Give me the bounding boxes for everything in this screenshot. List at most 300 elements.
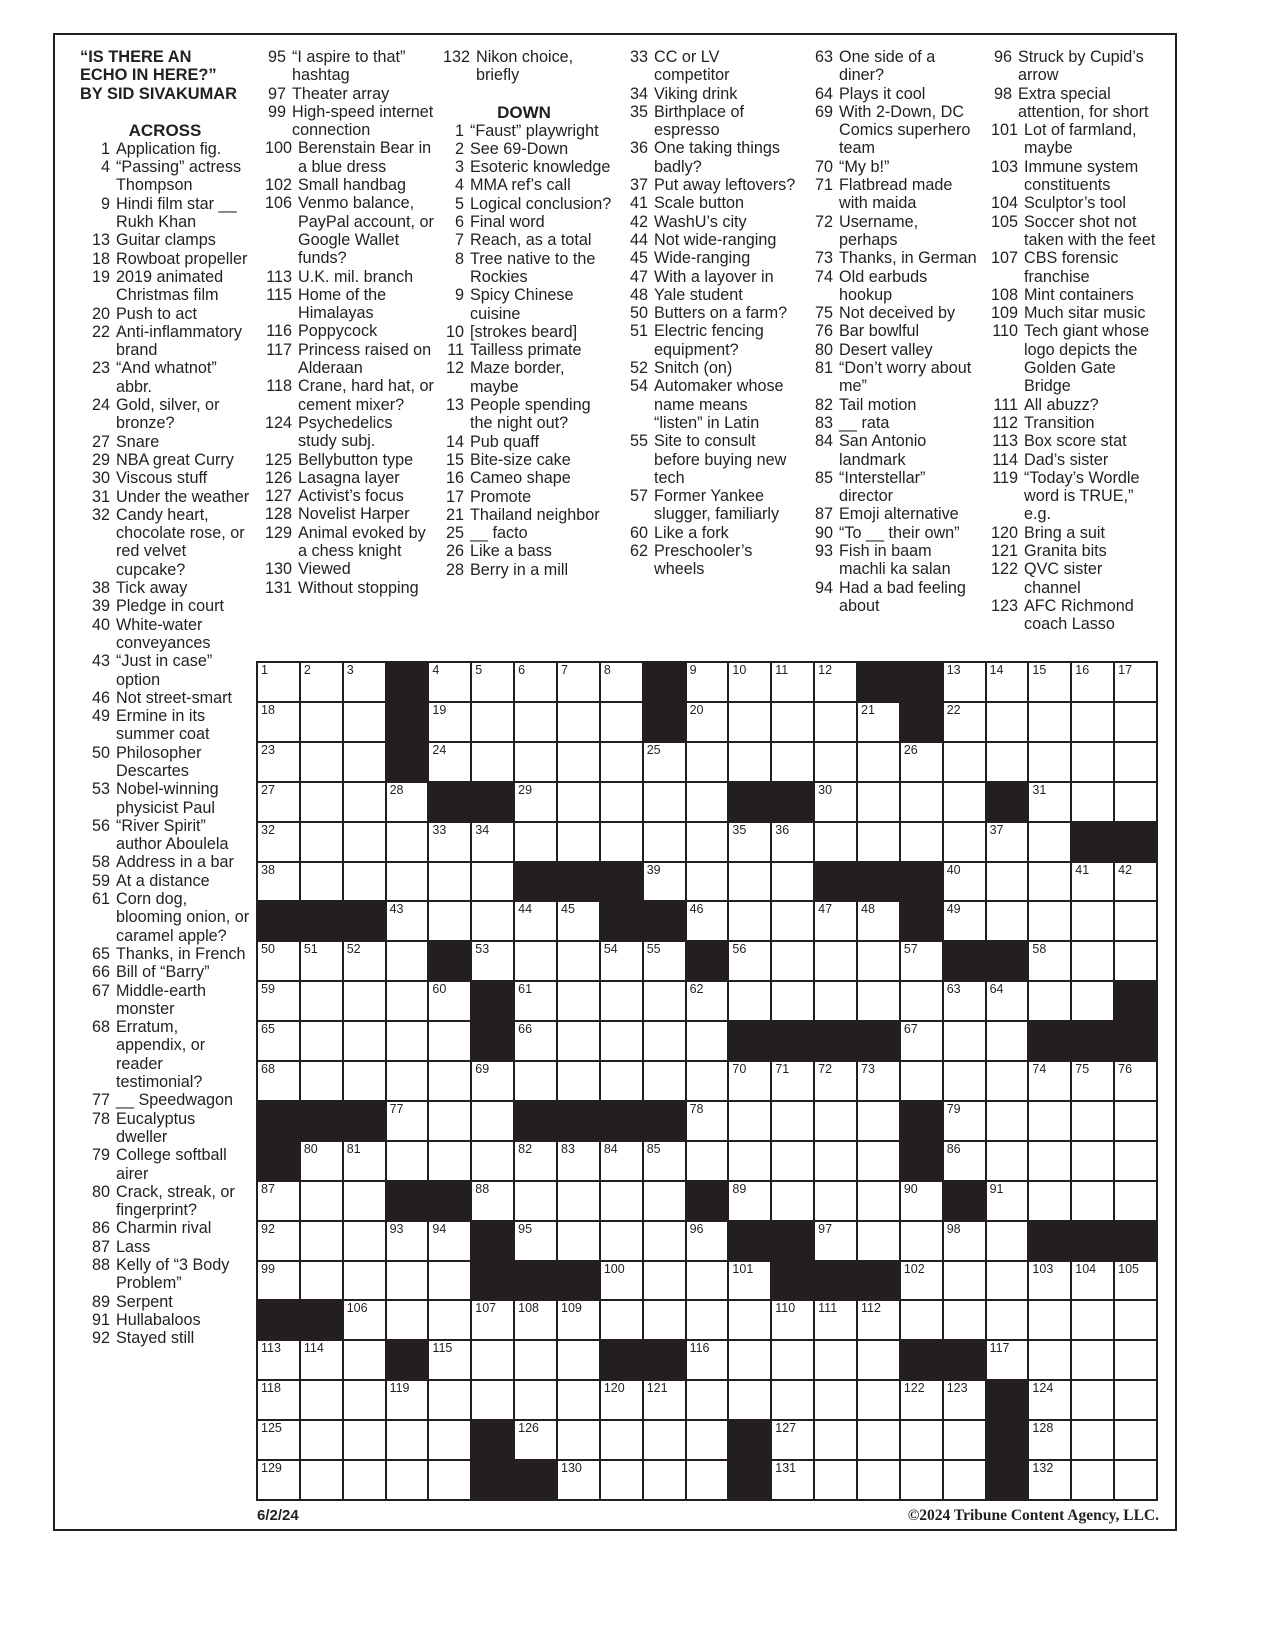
grid-cell[interactable] bbox=[472, 1062, 513, 1100]
grid-cell[interactable] bbox=[1072, 1421, 1113, 1459]
grid-cell[interactable] bbox=[301, 1222, 342, 1260]
down-clue[interactable] bbox=[803, 542, 981, 579]
down-clue[interactable] bbox=[618, 85, 798, 103]
grid-cell[interactable] bbox=[901, 743, 942, 781]
across-clue[interactable] bbox=[256, 451, 434, 469]
down-clue[interactable] bbox=[982, 524, 1162, 542]
grid-cell[interactable] bbox=[258, 1062, 299, 1100]
grid-cell[interactable] bbox=[772, 1102, 813, 1140]
grid-cell[interactable] bbox=[901, 1421, 942, 1459]
grid-cell[interactable] bbox=[344, 743, 385, 781]
down-clue[interactable] bbox=[803, 579, 981, 616]
across-clue[interactable] bbox=[80, 1329, 250, 1347]
across-clue[interactable] bbox=[80, 1146, 250, 1183]
grid-cell[interactable] bbox=[515, 942, 556, 980]
grid-cell[interactable] bbox=[515, 1182, 556, 1220]
down-clue[interactable] bbox=[803, 396, 981, 414]
across-clue[interactable] bbox=[80, 1293, 250, 1311]
grid-cell[interactable] bbox=[387, 1062, 428, 1100]
grid-cell[interactable] bbox=[387, 1301, 428, 1339]
grid-cell[interactable] bbox=[601, 1142, 642, 1180]
grid-cell[interactable] bbox=[558, 823, 599, 861]
grid-cell[interactable] bbox=[1029, 1182, 1070, 1220]
grid-cell[interactable] bbox=[558, 1222, 599, 1260]
grid-cell[interactable] bbox=[687, 823, 728, 861]
grid-cell[interactable] bbox=[601, 823, 642, 861]
grid-cell[interactable] bbox=[429, 863, 470, 901]
grid-cell[interactable] bbox=[558, 942, 599, 980]
grid-cell[interactable] bbox=[515, 663, 556, 701]
grid-cell[interactable] bbox=[1115, 863, 1156, 901]
grid-cell[interactable] bbox=[901, 942, 942, 980]
across-clue[interactable] bbox=[80, 1311, 250, 1329]
grid-cell[interactable] bbox=[387, 942, 428, 980]
grid-cell[interactable] bbox=[901, 1022, 942, 1060]
grid-cell[interactable] bbox=[1115, 942, 1156, 980]
grid-cell[interactable] bbox=[387, 902, 428, 940]
grid-cell[interactable] bbox=[729, 1142, 770, 1180]
grid-cell[interactable] bbox=[944, 1381, 985, 1419]
grid-cell[interactable] bbox=[472, 1102, 513, 1140]
grid-cell[interactable] bbox=[1115, 1062, 1156, 1100]
grid-cell[interactable] bbox=[1115, 1142, 1156, 1180]
down-clue[interactable] bbox=[803, 414, 981, 432]
grid-cell[interactable] bbox=[558, 663, 599, 701]
down-clue[interactable] bbox=[618, 487, 798, 524]
grid-cell[interactable] bbox=[601, 703, 642, 741]
grid-cell[interactable] bbox=[644, 823, 685, 861]
grid-cell[interactable] bbox=[644, 1062, 685, 1100]
down-clue[interactable] bbox=[618, 194, 798, 212]
down-clue[interactable] bbox=[803, 103, 981, 158]
across-clue[interactable] bbox=[256, 176, 434, 194]
grid-cell[interactable] bbox=[644, 982, 685, 1020]
grid-cell[interactable] bbox=[944, 783, 985, 821]
grid-cell[interactable] bbox=[772, 1381, 813, 1419]
across-clue[interactable] bbox=[80, 689, 250, 707]
grid-cell[interactable] bbox=[601, 783, 642, 821]
across-clue[interactable] bbox=[256, 103, 434, 140]
grid-cell[interactable] bbox=[1115, 1381, 1156, 1419]
grid-cell[interactable] bbox=[687, 783, 728, 821]
across-clue[interactable] bbox=[256, 194, 434, 267]
grid-cell[interactable] bbox=[901, 1301, 942, 1339]
down-clue[interactable] bbox=[618, 139, 798, 176]
across-clue[interactable] bbox=[80, 469, 250, 487]
across-clue[interactable] bbox=[80, 359, 250, 396]
grid-cell[interactable] bbox=[558, 1301, 599, 1339]
down-clue[interactable] bbox=[803, 48, 981, 85]
grid-cell[interactable] bbox=[729, 743, 770, 781]
down-clue[interactable] bbox=[434, 359, 614, 396]
across-clue[interactable] bbox=[256, 414, 434, 451]
down-clue[interactable] bbox=[618, 304, 798, 322]
grid-cell[interactable] bbox=[601, 1262, 642, 1300]
down-clue[interactable] bbox=[618, 377, 798, 432]
grid-cell[interactable] bbox=[558, 783, 599, 821]
across-clue[interactable] bbox=[80, 451, 250, 469]
grid-cell[interactable] bbox=[815, 982, 856, 1020]
grid-cell[interactable] bbox=[987, 703, 1028, 741]
grid-cell[interactable] bbox=[987, 743, 1028, 781]
grid-cell[interactable] bbox=[772, 1461, 813, 1499]
down-clue[interactable] bbox=[982, 85, 1162, 122]
grid-cell[interactable] bbox=[387, 1102, 428, 1140]
grid-cell[interactable] bbox=[1072, 1301, 1113, 1339]
grid-cell[interactable] bbox=[515, 982, 556, 1020]
grid-cell[interactable] bbox=[387, 1461, 428, 1499]
down-clue[interactable] bbox=[982, 121, 1162, 158]
grid-cell[interactable] bbox=[344, 1182, 385, 1220]
grid-cell[interactable] bbox=[601, 1182, 642, 1220]
grid-cell[interactable] bbox=[858, 1222, 899, 1260]
grid-cell[interactable] bbox=[858, 1301, 899, 1339]
grid-cell[interactable] bbox=[429, 1142, 470, 1180]
grid-cell[interactable] bbox=[258, 1022, 299, 1060]
across-clue[interactable] bbox=[80, 853, 250, 871]
grid-cell[interactable] bbox=[429, 823, 470, 861]
down-clue[interactable] bbox=[982, 249, 1162, 286]
across-clue[interactable] bbox=[80, 744, 250, 781]
down-clue[interactable] bbox=[434, 158, 614, 176]
grid-cell[interactable] bbox=[944, 1421, 985, 1459]
across-clue[interactable] bbox=[80, 890, 250, 945]
grid-cell[interactable] bbox=[1072, 1381, 1113, 1419]
down-clue[interactable] bbox=[434, 195, 614, 213]
grid-cell[interactable] bbox=[387, 1262, 428, 1300]
grid-cell[interactable] bbox=[987, 1182, 1028, 1220]
grid-cell[interactable] bbox=[944, 863, 985, 901]
grid-cell[interactable] bbox=[1072, 1062, 1113, 1100]
grid-cell[interactable] bbox=[772, 1341, 813, 1379]
grid-cell[interactable] bbox=[1029, 1461, 1070, 1499]
grid-cell[interactable] bbox=[644, 1022, 685, 1060]
grid-cell[interactable] bbox=[815, 1381, 856, 1419]
grid-cell[interactable] bbox=[944, 663, 985, 701]
grid-cell[interactable] bbox=[815, 703, 856, 741]
down-clue[interactable] bbox=[803, 268, 981, 305]
down-clue[interactable] bbox=[618, 48, 798, 85]
grid-cell[interactable] bbox=[687, 1062, 728, 1100]
grid-cell[interactable] bbox=[344, 703, 385, 741]
grid-cell[interactable] bbox=[687, 1102, 728, 1140]
grid-cell[interactable] bbox=[858, 1421, 899, 1459]
down-clue[interactable] bbox=[618, 359, 798, 377]
across-clue[interactable] bbox=[80, 231, 250, 249]
grid-cell[interactable] bbox=[944, 1062, 985, 1100]
grid-cell[interactable] bbox=[1072, 1102, 1113, 1140]
grid-cell[interactable] bbox=[601, 942, 642, 980]
grid-cell[interactable] bbox=[601, 1381, 642, 1419]
grid-cell[interactable] bbox=[515, 1381, 556, 1419]
grid-cell[interactable] bbox=[344, 1301, 385, 1339]
grid-cell[interactable] bbox=[1115, 902, 1156, 940]
grid-cell[interactable] bbox=[515, 703, 556, 741]
across-clue[interactable] bbox=[80, 982, 250, 1019]
grid-cell[interactable] bbox=[687, 703, 728, 741]
across-clue[interactable] bbox=[80, 433, 250, 451]
down-clue[interactable] bbox=[803, 359, 981, 396]
grid-cell[interactable] bbox=[1029, 1142, 1070, 1180]
grid-cell[interactable] bbox=[387, 1381, 428, 1419]
across-clue[interactable] bbox=[80, 652, 250, 689]
grid-cell[interactable] bbox=[644, 743, 685, 781]
down-clue[interactable] bbox=[982, 451, 1162, 469]
grid-cell[interactable] bbox=[301, 743, 342, 781]
grid-cell[interactable] bbox=[472, 1182, 513, 1220]
grid-cell[interactable] bbox=[258, 1341, 299, 1379]
down-clue[interactable] bbox=[434, 286, 614, 323]
grid-cell[interactable] bbox=[1115, 1341, 1156, 1379]
grid-cell[interactable] bbox=[687, 1341, 728, 1379]
grid-cell[interactable] bbox=[644, 1182, 685, 1220]
grid-cell[interactable] bbox=[772, 1421, 813, 1459]
grid-cell[interactable] bbox=[772, 1062, 813, 1100]
grid-cell[interactable] bbox=[344, 1381, 385, 1419]
grid-cell[interactable] bbox=[987, 1222, 1028, 1260]
grid-cell[interactable] bbox=[815, 1301, 856, 1339]
grid-cell[interactable] bbox=[1115, 783, 1156, 821]
grid-cell[interactable] bbox=[301, 1381, 342, 1419]
grid-cell[interactable] bbox=[558, 1341, 599, 1379]
grid-cell[interactable] bbox=[858, 942, 899, 980]
grid-cell[interactable] bbox=[944, 1022, 985, 1060]
grid-cell[interactable] bbox=[301, 1421, 342, 1459]
grid-cell[interactable] bbox=[687, 1301, 728, 1339]
grid-cell[interactable] bbox=[687, 1022, 728, 1060]
grid-cell[interactable] bbox=[301, 942, 342, 980]
grid-cell[interactable] bbox=[987, 1062, 1028, 1100]
grid-cell[interactable] bbox=[258, 1461, 299, 1499]
across-clue[interactable] bbox=[80, 1183, 250, 1220]
grid-cell[interactable] bbox=[815, 902, 856, 940]
grid-cell[interactable] bbox=[944, 703, 985, 741]
grid-cell[interactable] bbox=[772, 703, 813, 741]
down-clue[interactable] bbox=[434, 140, 614, 158]
grid-cell[interactable] bbox=[558, 1421, 599, 1459]
grid-cell[interactable] bbox=[558, 1182, 599, 1220]
grid-cell[interactable] bbox=[429, 1341, 470, 1379]
grid-cell[interactable] bbox=[772, 1301, 813, 1339]
grid-cell[interactable] bbox=[344, 663, 385, 701]
across-clue[interactable] bbox=[434, 48, 614, 85]
grid-cell[interactable] bbox=[987, 1341, 1028, 1379]
down-clue[interactable] bbox=[982, 194, 1162, 212]
grid-cell[interactable] bbox=[815, 1461, 856, 1499]
grid-cell[interactable] bbox=[1029, 1262, 1070, 1300]
down-clue[interactable] bbox=[434, 122, 614, 140]
down-clue[interactable] bbox=[982, 158, 1162, 195]
down-clue[interactable] bbox=[982, 304, 1162, 322]
grid-cell[interactable] bbox=[1029, 1062, 1070, 1100]
grid-cell[interactable] bbox=[944, 1102, 985, 1140]
grid-cell[interactable] bbox=[472, 902, 513, 940]
grid-cell[interactable] bbox=[1029, 703, 1070, 741]
grid-cell[interactable] bbox=[601, 743, 642, 781]
grid-cell[interactable] bbox=[429, 703, 470, 741]
grid-cell[interactable] bbox=[901, 982, 942, 1020]
grid-cell[interactable] bbox=[1072, 1461, 1113, 1499]
grid-cell[interactable] bbox=[644, 942, 685, 980]
grid-cell[interactable] bbox=[558, 1381, 599, 1419]
grid-cell[interactable] bbox=[301, 982, 342, 1020]
grid-cell[interactable] bbox=[258, 1182, 299, 1220]
down-clue[interactable] bbox=[803, 322, 981, 340]
grid-cell[interactable] bbox=[258, 783, 299, 821]
grid-cell[interactable] bbox=[858, 902, 899, 940]
down-clue[interactable] bbox=[434, 341, 614, 359]
grid-cell[interactable] bbox=[558, 902, 599, 940]
grid-cell[interactable] bbox=[644, 1421, 685, 1459]
grid-cell[interactable] bbox=[644, 1262, 685, 1300]
down-clue[interactable] bbox=[803, 213, 981, 250]
across-clue[interactable] bbox=[80, 945, 250, 963]
grid-cell[interactable] bbox=[815, 1062, 856, 1100]
down-clue[interactable] bbox=[434, 250, 614, 287]
across-clue[interactable] bbox=[256, 85, 434, 103]
grid-cell[interactable] bbox=[687, 1222, 728, 1260]
grid-cell[interactable] bbox=[472, 1142, 513, 1180]
grid-cell[interactable] bbox=[687, 1461, 728, 1499]
grid-cell[interactable] bbox=[687, 982, 728, 1020]
grid-cell[interactable] bbox=[515, 1062, 556, 1100]
grid-cell[interactable] bbox=[687, 902, 728, 940]
grid-cell[interactable] bbox=[815, 942, 856, 980]
grid-cell[interactable] bbox=[258, 1421, 299, 1459]
grid-cell[interactable] bbox=[944, 1461, 985, 1499]
grid-cell[interactable] bbox=[301, 703, 342, 741]
grid-cell[interactable] bbox=[687, 1262, 728, 1300]
grid-cell[interactable] bbox=[815, 823, 856, 861]
grid-cell[interactable] bbox=[1115, 743, 1156, 781]
down-clue[interactable] bbox=[803, 249, 981, 267]
grid-cell[interactable] bbox=[344, 1222, 385, 1260]
grid-cell[interactable] bbox=[429, 1301, 470, 1339]
grid-cell[interactable] bbox=[1029, 743, 1070, 781]
across-clue[interactable] bbox=[256, 579, 434, 597]
grid-cell[interactable] bbox=[944, 1301, 985, 1339]
grid-cell[interactable] bbox=[301, 1262, 342, 1300]
grid-cell[interactable] bbox=[1029, 902, 1070, 940]
grid-cell[interactable] bbox=[858, 1182, 899, 1220]
grid-cell[interactable] bbox=[429, 1222, 470, 1260]
grid-cell[interactable] bbox=[344, 1062, 385, 1100]
grid-cell[interactable] bbox=[472, 743, 513, 781]
grid-cell[interactable] bbox=[858, 1461, 899, 1499]
across-clue[interactable] bbox=[80, 963, 250, 981]
grid-cell[interactable] bbox=[472, 863, 513, 901]
grid-cell[interactable] bbox=[858, 703, 899, 741]
across-clue[interactable] bbox=[80, 597, 250, 615]
down-clue[interactable] bbox=[982, 322, 1162, 395]
across-clue[interactable] bbox=[80, 158, 250, 195]
grid-cell[interactable] bbox=[515, 1022, 556, 1060]
grid-cell[interactable] bbox=[387, 823, 428, 861]
grid-cell[interactable] bbox=[901, 1461, 942, 1499]
across-clue[interactable] bbox=[256, 469, 434, 487]
grid-cell[interactable] bbox=[1072, 663, 1113, 701]
down-clue[interactable] bbox=[803, 158, 981, 176]
grid-cell[interactable] bbox=[258, 743, 299, 781]
grid-cell[interactable] bbox=[515, 743, 556, 781]
down-clue[interactable] bbox=[434, 524, 614, 542]
grid-cell[interactable] bbox=[987, 863, 1028, 901]
grid-cell[interactable] bbox=[558, 743, 599, 781]
grid-cell[interactable] bbox=[815, 1341, 856, 1379]
grid-cell[interactable] bbox=[729, 1262, 770, 1300]
grid-cell[interactable] bbox=[1072, 1142, 1113, 1180]
across-clue[interactable] bbox=[80, 268, 250, 305]
grid-cell[interactable] bbox=[772, 982, 813, 1020]
grid-cell[interactable] bbox=[644, 863, 685, 901]
grid-cell[interactable] bbox=[987, 663, 1028, 701]
grid-cell[interactable] bbox=[1115, 1262, 1156, 1300]
down-clue[interactable] bbox=[618, 268, 798, 286]
grid-cell[interactable] bbox=[815, 783, 856, 821]
grid-cell[interactable] bbox=[387, 1022, 428, 1060]
down-clue[interactable] bbox=[434, 433, 614, 451]
grid-cell[interactable] bbox=[901, 1381, 942, 1419]
grid-cell[interactable] bbox=[387, 1421, 428, 1459]
grid-cell[interactable] bbox=[1072, 982, 1113, 1020]
grid-cell[interactable] bbox=[901, 1062, 942, 1100]
grid-cell[interactable] bbox=[601, 1222, 642, 1260]
across-clue[interactable] bbox=[80, 250, 250, 268]
grid-cell[interactable] bbox=[472, 703, 513, 741]
grid-cell[interactable] bbox=[515, 902, 556, 940]
grid-cell[interactable] bbox=[858, 783, 899, 821]
across-clue[interactable] bbox=[80, 579, 250, 597]
grid-cell[interactable] bbox=[515, 1142, 556, 1180]
grid-cell[interactable] bbox=[1072, 1182, 1113, 1220]
grid-cell[interactable] bbox=[858, 743, 899, 781]
grid-cell[interactable] bbox=[1072, 743, 1113, 781]
grid-cell[interactable] bbox=[944, 1262, 985, 1300]
grid-cell[interactable] bbox=[515, 1421, 556, 1459]
grid-cell[interactable] bbox=[301, 1461, 342, 1499]
across-clue[interactable] bbox=[80, 872, 250, 890]
grid-cell[interactable] bbox=[1072, 902, 1113, 940]
grid-cell[interactable] bbox=[1072, 942, 1113, 980]
grid-cell[interactable] bbox=[687, 1421, 728, 1459]
grid-cell[interactable] bbox=[729, 1301, 770, 1339]
grid-cell[interactable] bbox=[987, 902, 1028, 940]
grid-cell[interactable] bbox=[729, 1062, 770, 1100]
down-clue[interactable] bbox=[803, 304, 981, 322]
grid-cell[interactable] bbox=[429, 1062, 470, 1100]
grid-cell[interactable] bbox=[429, 1381, 470, 1419]
grid-cell[interactable] bbox=[472, 1381, 513, 1419]
grid-cell[interactable] bbox=[429, 902, 470, 940]
down-clue[interactable] bbox=[982, 597, 1162, 634]
down-clue[interactable] bbox=[618, 249, 798, 267]
grid-cell[interactable] bbox=[1072, 863, 1113, 901]
down-clue[interactable] bbox=[803, 85, 981, 103]
down-clue[interactable] bbox=[803, 432, 981, 469]
grid-cell[interactable] bbox=[558, 1461, 599, 1499]
grid-cell[interactable] bbox=[687, 1142, 728, 1180]
across-clue[interactable] bbox=[80, 506, 250, 579]
grid-cell[interactable] bbox=[858, 1381, 899, 1419]
grid-cell[interactable] bbox=[344, 1461, 385, 1499]
grid-cell[interactable] bbox=[1115, 1421, 1156, 1459]
grid-cell[interactable] bbox=[1029, 1421, 1070, 1459]
down-clue[interactable] bbox=[434, 488, 614, 506]
grid-cell[interactable] bbox=[1115, 703, 1156, 741]
down-clue[interactable] bbox=[982, 286, 1162, 304]
across-clue[interactable] bbox=[80, 707, 250, 744]
grid-cell[interactable] bbox=[1072, 1262, 1113, 1300]
